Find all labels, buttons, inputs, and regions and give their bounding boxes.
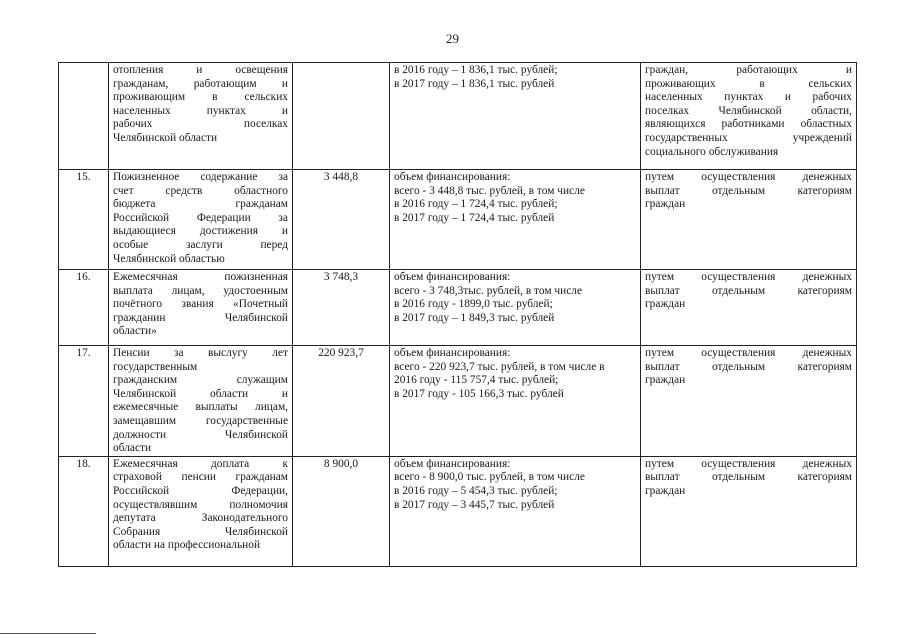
method-line: путем осуществления денежных — [645, 271, 852, 283]
row-number — [59, 456, 109, 566]
method-line: путем осуществления денежных — [645, 171, 852, 183]
name-line: Собрания Челябинской — [113, 525, 288, 538]
name-line: осуществлявшим полномочия — [113, 498, 288, 511]
row-number-text: 18. — [76, 457, 91, 470]
financing-line: объем финансирования: — [394, 457, 511, 470]
funding-amount — [293, 270, 390, 346]
implementation-method — [641, 270, 857, 346]
row-number — [59, 170, 109, 270]
financing-line: объем финансирования: — [394, 347, 511, 359]
name-line: Российской Федерации, — [113, 484, 288, 497]
method-line: являющихся работниками областных — [645, 118, 852, 131]
amount-text: 3 448,8 — [323, 171, 359, 183]
implementation-method — [641, 63, 857, 170]
financing-line: в 2017 году – 3 445,7 тыс. рублей — [394, 498, 555, 511]
name-line: Ежемесячная доплата к — [113, 457, 288, 470]
method-line: выплат отдельным категориям — [645, 360, 852, 373]
funding-amount — [293, 456, 390, 566]
name-line: выдающиеся достижения и — [113, 225, 288, 238]
footnote-rule — [0, 633, 96, 634]
financing-line: всего - 3 448,8 тыс. рублей, в том числе — [394, 184, 585, 197]
funding-details — [390, 270, 641, 346]
name-line: выплата лицам, удостоенным — [113, 284, 288, 297]
name-line: бюджета гражданам — [113, 198, 288, 211]
funding-amount — [293, 346, 390, 457]
method-line: проживающих в сельских — [645, 77, 852, 90]
name-line: замещавшим государственные — [113, 414, 288, 427]
method-line: граждан, работающих и — [645, 64, 852, 76]
financing-line: всего - 220 923,7 тыс. рублей, в том числе в — [394, 360, 605, 373]
row-number — [59, 346, 109, 457]
amount-text: 220 923,7 — [318, 347, 364, 359]
measure-name — [109, 270, 293, 346]
name-line: отопления и освещения — [113, 64, 288, 76]
funding-details — [390, 63, 641, 170]
method-line: граждан — [645, 298, 686, 311]
measure-name — [109, 456, 293, 566]
method-line: граждан — [645, 198, 686, 211]
financing-line: в 2017 году – 1 724,4 тыс. рублей — [394, 211, 555, 224]
method-line: путем осуществления денежных — [645, 457, 852, 470]
name-line: Пожизненное содержание за — [113, 171, 288, 183]
name-line: гражданин Челябинской — [113, 311, 288, 324]
financing-line: в 2017 году – 1 849,3 тыс. рублей — [394, 311, 555, 324]
name-line: должности Челябинской — [113, 428, 288, 441]
funding-details — [390, 170, 641, 270]
name-line: счет средств областного — [113, 184, 288, 197]
name-line: ежемесячные выплаты лицам, — [113, 401, 288, 414]
name-line: проживающим в сельских — [113, 91, 288, 104]
name-line: Челябинской областью — [113, 252, 225, 265]
name-line: особые заслуги перед — [113, 238, 288, 251]
financing-line: в 2016 году – 5 454,3 тыс. рублей; — [394, 484, 558, 497]
financing-line: в 2017 году – 1 836,1 тыс. рублей — [394, 77, 555, 90]
row-number-text: 17. — [76, 347, 91, 359]
financing-line: в 2016 году – 1 836,1 тыс. рублей; — [394, 64, 558, 76]
method-line: государственных учреждений — [645, 131, 852, 144]
name-line: Челябинской области и — [113, 387, 288, 400]
financing-line: в 2016 году - 1899,0 тыс. рублей; — [394, 298, 553, 311]
funding-details — [390, 346, 641, 457]
name-line: гражданским служащим — [113, 374, 288, 387]
name-line: почётного звания «Почетный — [113, 298, 288, 311]
financing-line: всего - 3 748,3тыс. рублей, в том числе — [394, 284, 583, 297]
method-line: населенных пунктах и рабочих — [645, 91, 852, 104]
row-number — [59, 63, 109, 170]
method-line: граждан — [645, 484, 686, 497]
method-line: выплат отдельным категориям — [645, 471, 852, 484]
financing-line: в 2017 году - 105 166,3 тыс. рублей — [394, 387, 564, 400]
method-line: выплат отдельным категориям — [645, 184, 852, 197]
amount-text: 3 748,3 — [323, 271, 359, 283]
implementation-method — [641, 456, 857, 566]
name-line: гражданам, работающим и — [113, 77, 288, 90]
row-number — [59, 270, 109, 346]
table-row — [59, 270, 857, 346]
financing-line: в 2016 году – 1 724,4 тыс. рублей; — [394, 198, 558, 211]
name-line: области — [113, 442, 152, 455]
name-line: государственным — [113, 360, 198, 373]
measure-name — [109, 63, 293, 170]
name-line: рабочих поселках — [113, 118, 288, 131]
table-row — [59, 346, 857, 457]
program-measures-table — [58, 62, 857, 567]
amount-text: 8 900,0 — [323, 457, 359, 470]
name-line: депутата Законодательного — [113, 512, 288, 525]
name-line: страховой пенсии гражданам — [113, 471, 288, 484]
page-number: 29 — [446, 31, 459, 46]
implementation-method — [641, 170, 857, 270]
financing-line: 2016 году - 115 757,4 тыс. рублей; — [394, 374, 559, 387]
financing-line: всего - 8 900,0 тыс. рублей, в том числе — [394, 471, 585, 484]
method-line: путем осуществления денежных — [645, 347, 852, 359]
name-line: области» — [113, 325, 157, 338]
row-number-text: 16. — [76, 271, 91, 283]
funding-amount — [293, 170, 390, 270]
measure-name — [109, 346, 293, 457]
table-row — [59, 456, 857, 566]
financing-line: объем финансирования: — [394, 271, 511, 283]
method-line: граждан — [645, 374, 686, 387]
implementation-method — [641, 346, 857, 457]
name-line: населенных пунктах и — [113, 104, 288, 117]
name-line: Российской Федерации за — [113, 211, 288, 224]
name-line: Пенсии за выслугу лет — [113, 347, 288, 359]
method-line: выплат отдельным категориям — [645, 284, 852, 297]
financing-line: объем финансирования: — [394, 171, 511, 183]
table-row — [59, 170, 857, 270]
method-line: поселках Челябинской области, — [645, 104, 852, 117]
row-number-text: 15. — [76, 171, 91, 183]
method-line: социального обслуживания — [645, 145, 779, 158]
funding-amount — [293, 63, 390, 170]
name-line: Ежемесячная пожизненная — [113, 271, 288, 283]
name-line: Челябинской области — [113, 131, 218, 144]
measure-name — [109, 170, 293, 270]
table-row — [59, 63, 857, 170]
funding-details — [390, 456, 641, 566]
name-line: области на профессиональной — [113, 539, 261, 552]
